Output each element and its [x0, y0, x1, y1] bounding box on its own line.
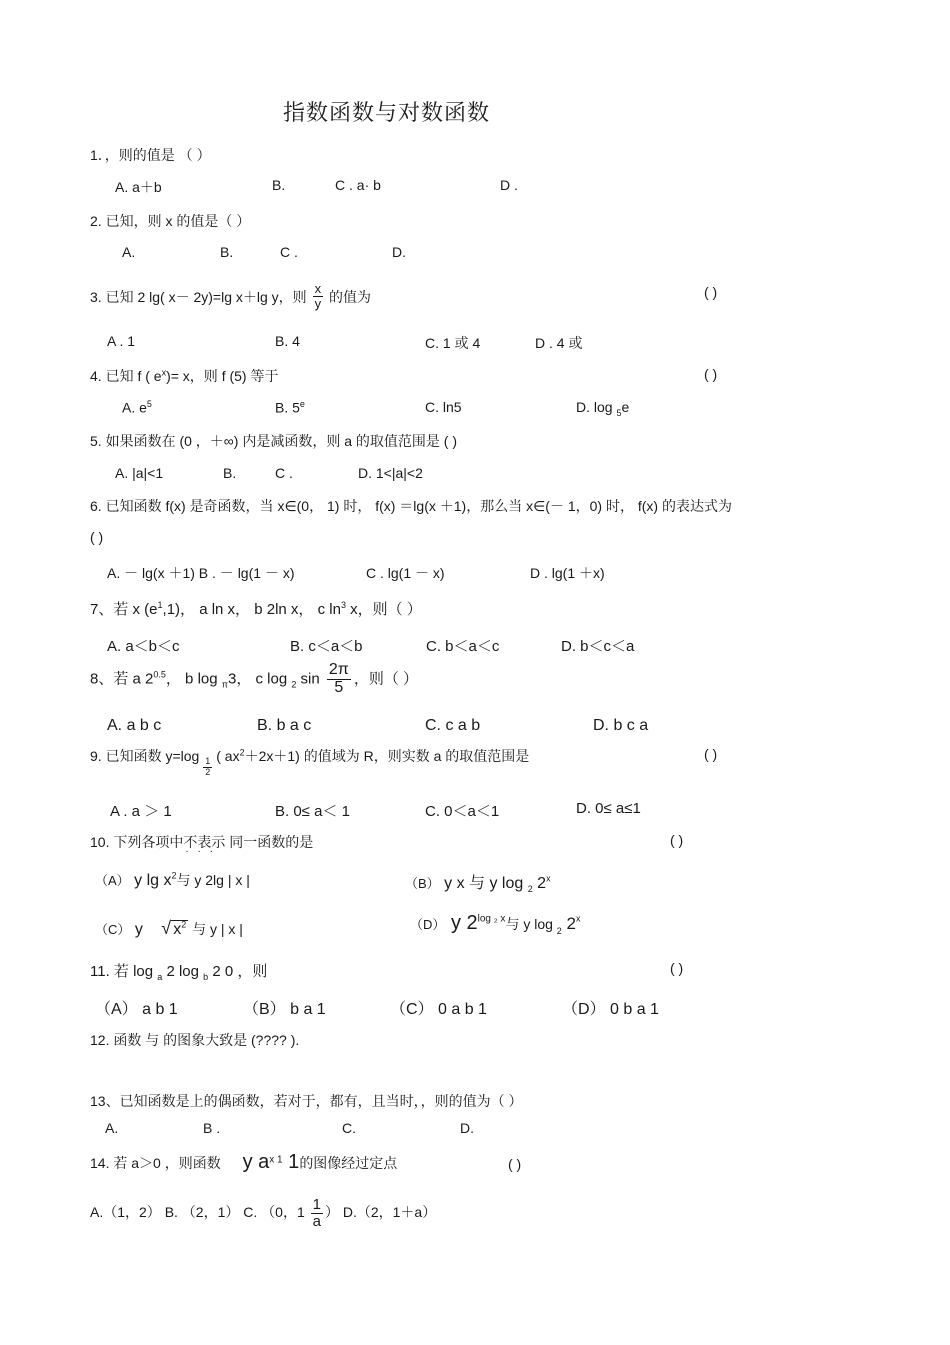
question-8-option-b: B. b a c [257, 717, 312, 734]
document-title: 指数函数与对数函数 [283, 100, 491, 125]
question-4-option-c: C. ln5 [425, 399, 462, 415]
question-2-stem: 2. 已知，则 x 的值是（ ） [90, 213, 251, 229]
question-1-option-d: D . [500, 177, 518, 193]
question-8-option-c: C. c a b [425, 717, 481, 734]
question-11-stem: 11. 若 log $_a$ 2 log $_b$ 2 0 ，则 [90, 963, 268, 982]
question-1-option-b: B. [272, 177, 286, 193]
question-3-fraction [313, 282, 324, 310]
question-2-option-d: D. [392, 244, 406, 260]
question-13-option-c: C. [342, 1120, 356, 1136]
question-7-option-a: A. a＜b＜c [107, 638, 180, 655]
question-2-option-b: B. [220, 244, 234, 260]
question-3-answer-paren: ( ) [704, 284, 718, 300]
question-6-stem: 6. 已知函数 f(x) 是奇函数，当 x∈(0， 1) 时， f(x) ＝lg(x ＋1)，那么当 x∈(－ 1，0) 时， f(x) 的表达式为 [90, 498, 732, 514]
question-4-stem [90, 366, 278, 386]
question-6-options-ab: A. － lg(x ＋1) B . － lg(1 － x) [107, 565, 295, 581]
question-3-option-b: B. 4 [275, 333, 300, 349]
question-9-option-a: A . a ＞ 1 [110, 803, 172, 820]
question-9-log-base: $\frac{1}{2}$ [205, 756, 211, 777]
question-9-option-b: B. 0≤ a＜ 1 [275, 803, 350, 820]
question-7-option-d: D. b＜c＜a [561, 638, 635, 655]
question-14-options: A.（1，2） B. （2，1） C. （0，1 $\frac{1}{a}$ ） D.（2，1＋a） [90, 1196, 437, 1230]
question-4-text-2: )= x，则 f (5) 等于 [166, 368, 279, 384]
question-5-option-a: A. |a|<1 [115, 465, 164, 481]
question-3-option-c: C. 1 或 4 [425, 335, 481, 351]
question-4-option-b: B. 5e [275, 399, 305, 416]
question-9-option-d: D. 0≤ a≤1 [576, 800, 641, 817]
question-5-option-c: C . [275, 465, 293, 481]
question-11-option-a: （A） a b 1 [95, 1001, 178, 1018]
question-1-option-a: A. a＋b [115, 179, 162, 195]
question-9-stem: 9. 已知函数 y=log $\frac{1}{2}$ ( $ax^2+2x+1$) 的值域为 R，则实数 a 的取值范围是 [90, 747, 530, 777]
question-10-option-c: （C） y √ $x^2$ 与 y | x | [95, 918, 243, 938]
question-3-tail: 的值为 [328, 288, 371, 305]
question-9-option-c: C. 0＜a＜1 [425, 803, 500, 820]
question-8-fraction: $\frac{2\pi}{5}$ [328, 661, 349, 696]
question-14-stem: 14. 若 a＞0 ，则函数 y $a^{x 1}$ 1的图像经过定点 [90, 1151, 398, 1173]
question-2-option-c: C . [280, 244, 298, 260]
question-11-answer-paren: ( ) [670, 960, 684, 976]
question-11-option-b: （B） b a 1 [243, 1001, 326, 1018]
question-8-option-d: D. b c a [593, 717, 649, 734]
question-10-stem: 10. 下列各项中不表示 · · · 同一函数的是 [90, 832, 313, 852]
question-14-fraction: $\frac{1}{a}$ [312, 1196, 321, 1230]
question-7-option-c: C. b＜a＜c [426, 638, 500, 655]
question-11-option-c: （C） 0 a b 1 [390, 1001, 487, 1018]
question-8-stem: 8、若 a $2^{0.5}$， b log $_\pi$3， c log $_2$ sin $\frac{2\pi}{5}$ ，则（ ） [90, 661, 418, 696]
question-13-stem: 13、已知函数是上的偶函数，若对于，都有，且当时，，则的值为（ ） [90, 1093, 523, 1109]
question-3-option-d: D . 4 或 [535, 335, 583, 351]
question-7-option-b: B. c＜a＜b [290, 638, 363, 655]
fraction-numerator: x [314, 281, 322, 296]
emphasis-not-represent: 不表示 · · · [183, 834, 225, 850]
question-3-stem [90, 281, 371, 312]
question-5-option-d: D. 1<|a|<2 [358, 465, 423, 481]
question-2-option-a: A. [122, 244, 136, 260]
question-14-formula: y a [242, 1151, 270, 1173]
question-3-text: 3. 已知 2 lg( x－ 2y)=lg x＋lg y，则 [90, 288, 307, 305]
question-5-option-b: B. [223, 465, 237, 481]
question-4-option-a: A. $e^5$ [122, 399, 152, 416]
question-10-answer-paren: ( ) [670, 832, 684, 848]
question-13-option-b: B . [203, 1120, 221, 1136]
question-10-option-d: （D） y $2^{log _2 x}$与 y log $_2$ 2$^x$ [410, 912, 581, 936]
question-1-option-c: C . a· b [335, 177, 381, 193]
question-6-option-c: C . lg(1 － x) [366, 565, 445, 581]
question-1-stem: 1．，则的值是 （ ） [90, 147, 211, 163]
question-9-answer-paren: ( ) [704, 746, 718, 762]
question-8-option-a: A. a b c [107, 717, 162, 734]
question-10-option-a: （A） y $\lg x^2$与 y 2lg | x | [95, 870, 250, 889]
question-7-stem: 7、若 x $(e^1,1)$， a ln x， b 2ln x， c $\ln^3 x$，则（ ） [90, 600, 422, 618]
question-4-option-d: D. log $_5$e [576, 399, 630, 418]
question-4-answer-paren: ( ) [704, 366, 718, 382]
sqrt-icon: √ [161, 918, 172, 938]
question-14-answer-paren: ( ) [508, 1156, 522, 1172]
question-13-option-d: D. [460, 1120, 474, 1136]
question-12-stem: 12. 函数 与 的图象大致是 (???? ). [90, 1032, 300, 1048]
question-4-text: 4. 已知 f ( e [90, 368, 162, 384]
question-5-stem: 5. 如果函数在 (0 ，＋∞) 内是减函数，则 a 的取值范围是 ( ) [90, 433, 457, 449]
question-6-answer-paren: ( ) [90, 529, 104, 545]
question-10-option-b: （B） y x 与 y log $_2$ 2$^x$ [405, 873, 551, 895]
question-13-option-a: A. [105, 1120, 119, 1136]
question-4-superscript: x [161, 367, 167, 378]
question-6-option-d: D . lg(1 ＋x) [530, 565, 605, 581]
fraction-denominator: y [314, 295, 322, 311]
question-11-option-d: （D） 0 b a 1 [562, 1001, 659, 1018]
question-3-option-a: A . 1 [107, 333, 136, 349]
